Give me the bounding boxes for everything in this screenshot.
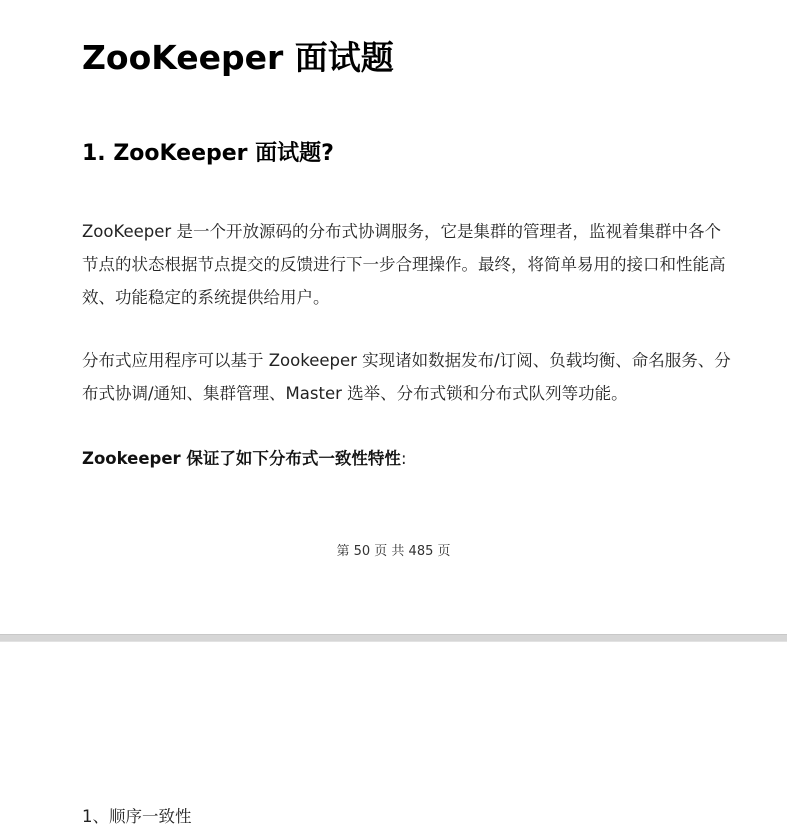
- list-item: 1、顺序一致性: [82, 807, 192, 826]
- page-number-footer: 第 50 页 共 485 页: [336, 544, 451, 559]
- guarantee-heading: [82, 444, 407, 474]
- section-heading: 1. ZooKeeper 面试题?: [82, 141, 334, 166]
- page-separator: [0, 634, 787, 642]
- document-title: ZooKeeper 面试题: [82, 38, 394, 77]
- paragraph-features: 分布式应用程序可以基于 Zookeeper 实现诸如数据发布/订阅、负载均衡、命名服务、分布式协调/通知、集群管理、Master 选举、分布式锁和分布式队列等功能。: [82, 351, 731, 403]
- document-page-next: [0, 642, 787, 840]
- paragraph-intro: ZooKeeper 是一个开放源码的分布式协调服务，它是集群的管理者，监视着集群中各个节点的状态根据节点提交的反馈进行下一步合理操作。最终，将简单易用的接口和性能高效、功能稳定的系统提供给用户。: [82, 222, 726, 307]
- guarantee-heading-colon: :: [400, 449, 407, 468]
- guarantee-heading-text: Zookeeper 保证了如下分布式一致性特性: [82, 449, 401, 468]
